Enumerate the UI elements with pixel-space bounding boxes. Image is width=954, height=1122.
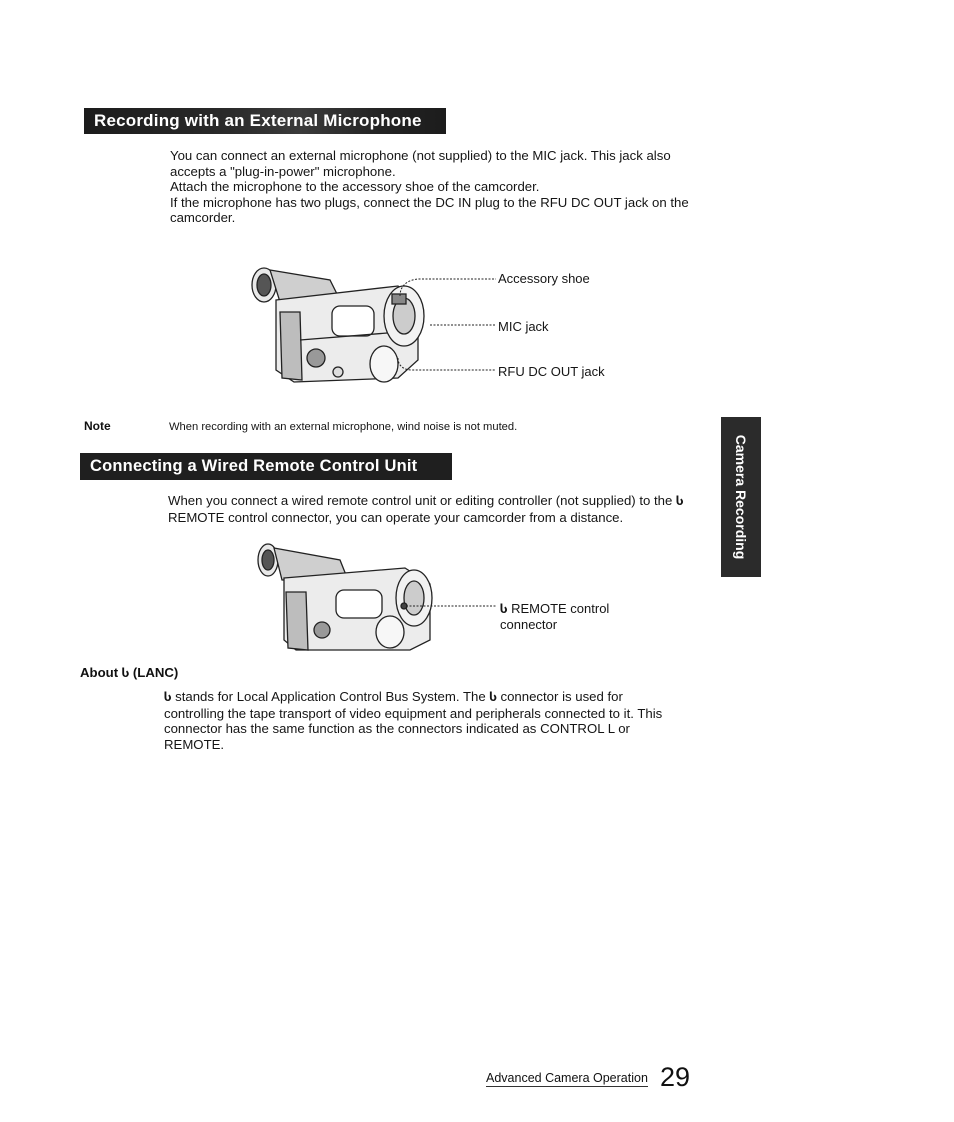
callout-rfu-dc-out-jack: RFU DC OUT jack — [498, 364, 605, 379]
section-heading-text: Recording with an External Microphone — [94, 111, 422, 130]
lanc-icon: Ⴑ — [121, 666, 130, 680]
lanc-icon: Ⴑ — [676, 494, 684, 508]
footer-section-title: Advanced Camera Operation — [486, 1071, 648, 1085]
section-heading-text: Connecting a Wired Remote Control Unit — [90, 457, 418, 475]
section2-text-before: When you connect a wired remote control unit or editing controller (not supplied) to the — [168, 493, 673, 508]
section1-paragraph: You can connect an external microphone (not supplied) to the MIC jack. This jack also accepts a "plug-in-power" microphone. — [170, 148, 671, 179]
callout-accessory-shoe: Accessory shoe — [498, 271, 590, 286]
lanc-icon: Ⴑ — [500, 602, 508, 616]
section1-paragraph: If the microphone has two plugs, connect the DC IN plug to the RFU DC OUT jack on the camcorder. — [170, 194, 689, 225]
about-lanc-heading — [80, 665, 178, 680]
callout-remote-line2: connector — [500, 617, 558, 632]
section1-paragraph: Attach the microphone to the accessory shoe of the camcorder. — [170, 179, 540, 194]
about-heading-prefix: About — [80, 665, 119, 680]
callout-mic-jack: MIC jack — [498, 319, 549, 334]
about-heading-suffix: (LANC) — [132, 665, 179, 680]
about-text-part2: connector is used for controlling the tape transport of video equipment and peripherals connected to it. This connector has the same function as the connectors indicated as CONTROL L or REMOTE. — [164, 689, 663, 752]
page-number: 29 — [660, 1062, 691, 1092]
about-lanc-body — [164, 689, 684, 752]
lanc-icon: Ⴑ — [489, 690, 497, 704]
lanc-icon: Ⴑ — [164, 690, 172, 704]
side-tab-camera-recording — [721, 417, 761, 577]
note-label: Note — [84, 419, 111, 433]
about-text-part1: stands for Local Application Control Bus System. The — [175, 689, 486, 704]
section2-text-after: REMOTE control connector, you can operate your camcorder from a distance. — [168, 509, 624, 525]
note-text: When recording with an external microphone, wind noise is not muted. — [169, 421, 518, 433]
side-tab-label: Camera Recording — [733, 434, 749, 560]
callout-remote-line1: REMOTE control — [511, 601, 610, 616]
callout-remote-connector — [500, 601, 609, 632]
